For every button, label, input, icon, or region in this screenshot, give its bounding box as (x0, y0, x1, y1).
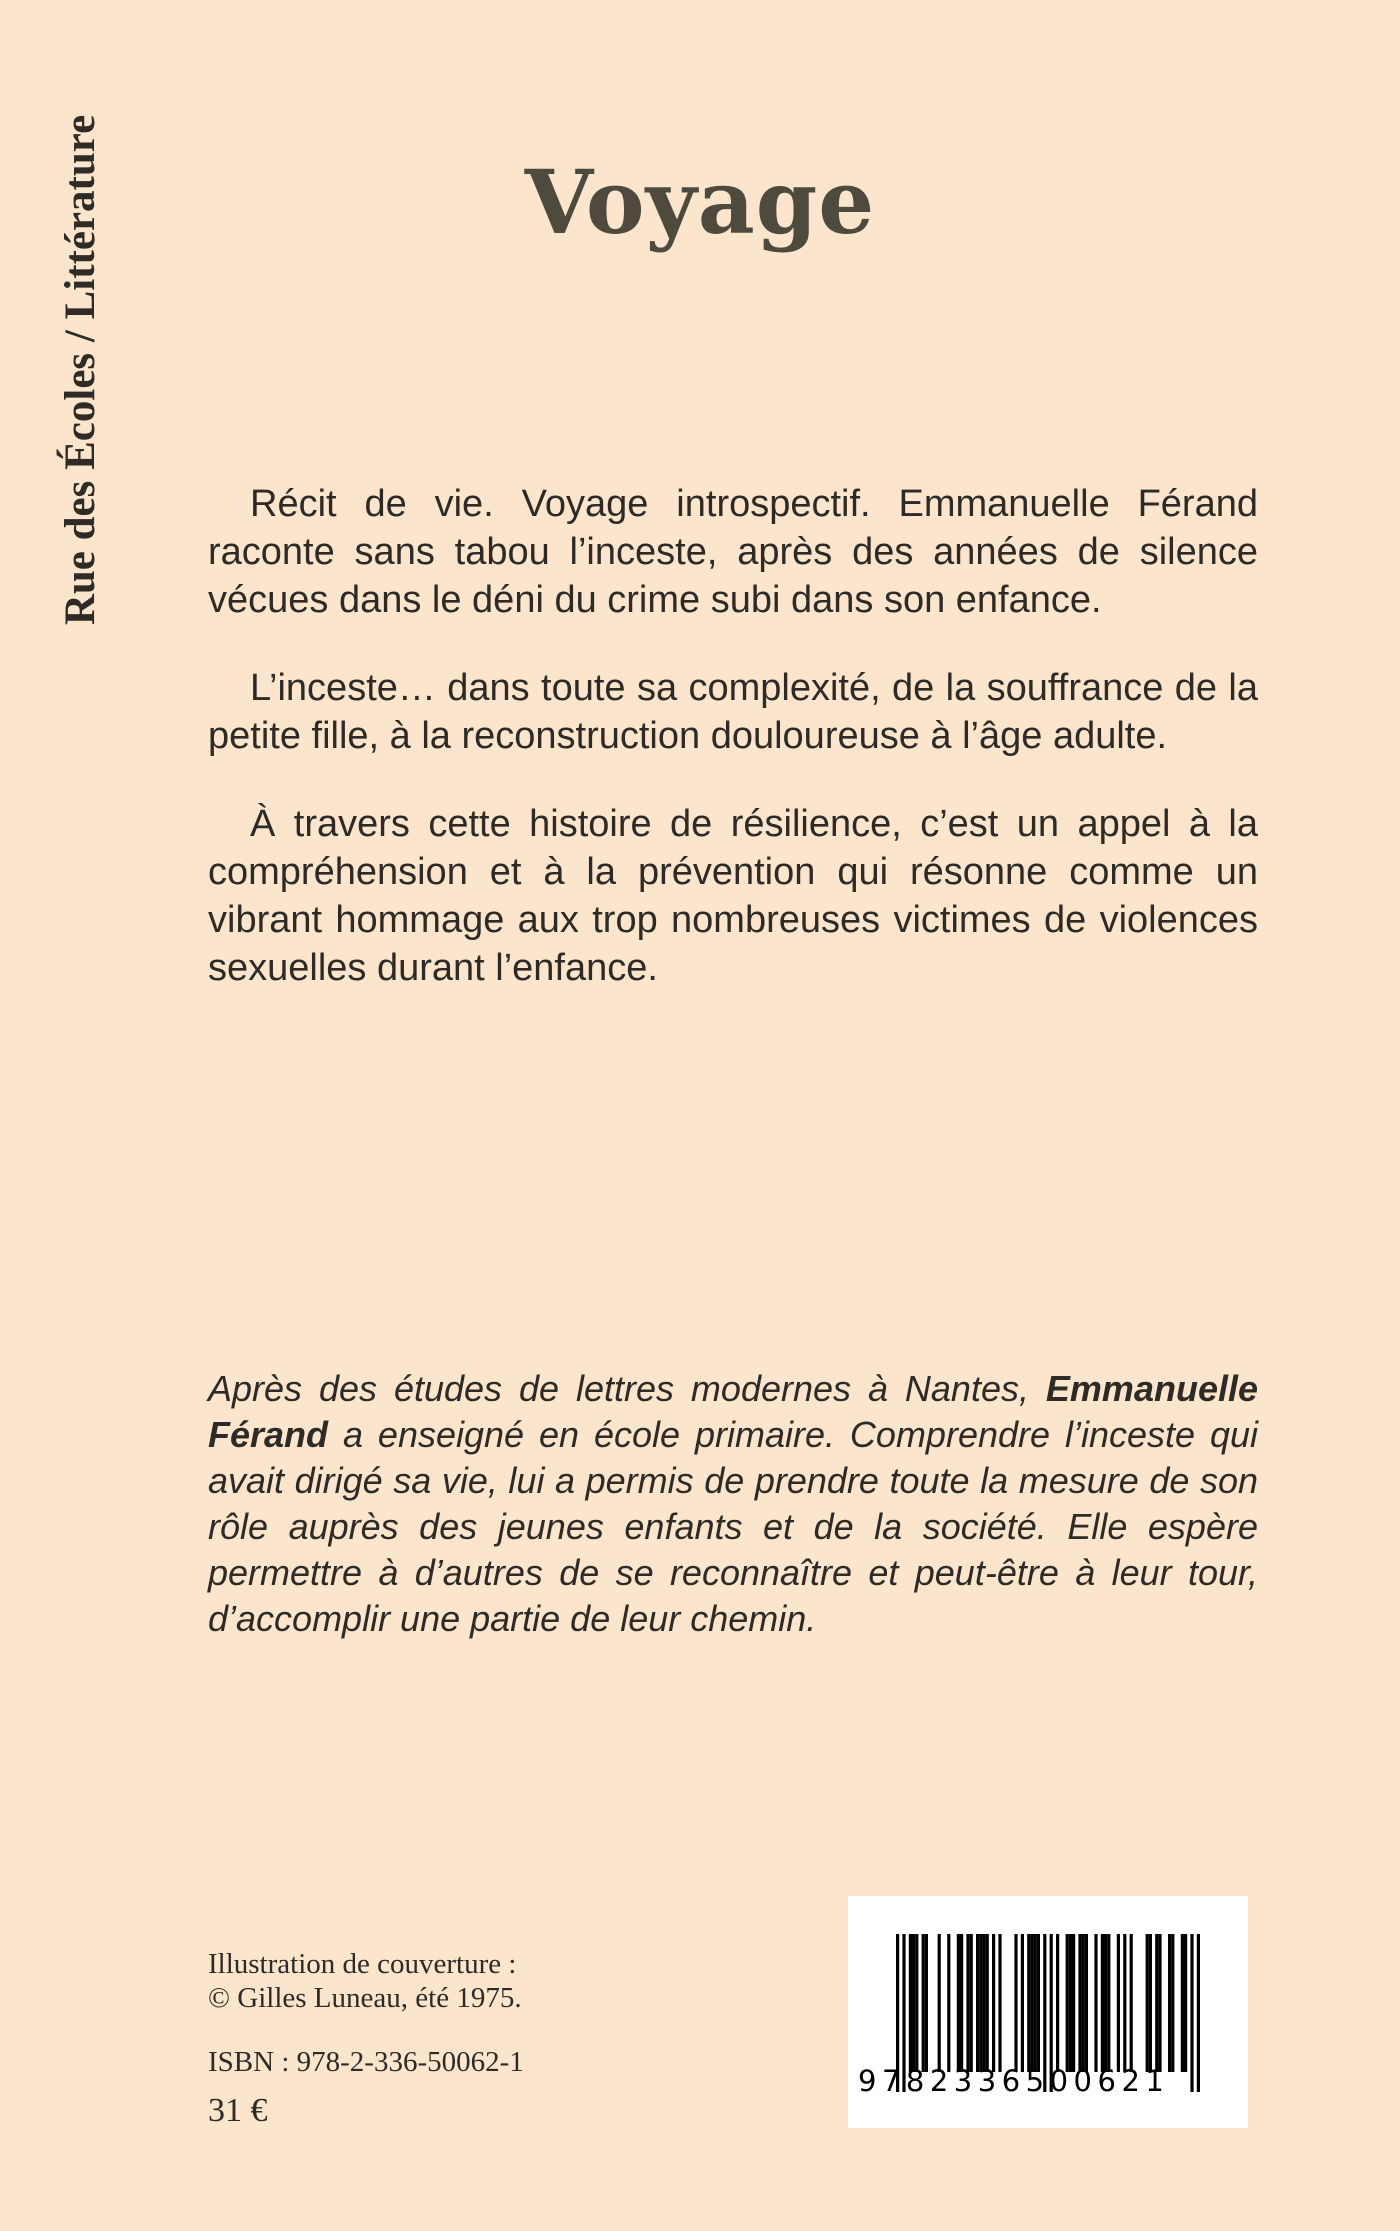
barcode-bar (1078, 1934, 1081, 2072)
barcode-bar (1117, 1934, 1120, 2072)
author-bio (208, 1366, 1258, 1642)
bio-intro: Après des études de lettres modernes à Nantes, (208, 1368, 1046, 1409)
price-text: 31 € (208, 2092, 268, 2129)
blurb-paragraph-3: À travers cette histoire de résilience, c’est un appel à la compréhension et à la prévention qui résonne comme un vibrant hommage aux trop nombreuses victimes de violences sexuelles durant l’enfance. (208, 803, 1258, 989)
barcode-bar (1085, 1934, 1088, 2072)
barcode-bar (1158, 1934, 1161, 2072)
barcode-bar (957, 1934, 960, 2072)
barcode-bar (992, 1934, 995, 2072)
barcode-bar (1021, 1934, 1024, 2072)
barcode-bar (979, 1934, 982, 2072)
barcode-bar (947, 1934, 950, 2072)
barcode-bar (1030, 1934, 1033, 2072)
credits-line-2: © Gilles Luneau, été 1975. (208, 1982, 522, 2014)
barcode-bar (909, 1934, 912, 2072)
isbn-text: ISBN : 978-2-336-50062-1 (208, 2046, 524, 2078)
barcode-bar (970, 1934, 973, 2072)
barcode-bar (1101, 1934, 1104, 2072)
barcode-bar (986, 1934, 989, 2072)
barcode-bar (960, 1934, 963, 2072)
barcode-bar (976, 1934, 979, 2072)
barcode-bar (1034, 1934, 1037, 2072)
barcode-bar (1014, 1934, 1017, 2072)
spine-label (32, 100, 128, 640)
barcode-bar (1072, 1934, 1075, 2072)
barcode-bar (1146, 1934, 1149, 2072)
barcode-bar (1181, 1934, 1184, 2072)
blurb-paragraph-1: Récit de vie. Voyage introspectif. Emmanuelle Férand raconte sans tabou l’inceste, après des années de silence vécues dans le déni du crime subi dans son enfance. (208, 483, 1258, 621)
barcode-bar (1130, 1934, 1133, 2072)
barcode-digits: 9782336500621 (858, 2064, 1170, 2098)
cover-credits (208, 1947, 628, 2015)
barcode-bar (1082, 1934, 1085, 2072)
barcode-bar (922, 1934, 925, 2072)
barcode-bar (1149, 1934, 1152, 2072)
blurb-paragraph-2: L’inceste… dans toute sa complexité, de la souffrance de la petite fille, à la reconstruction douloureuse à l’âge adulte. (208, 667, 1258, 757)
barcode-bar (1168, 1934, 1171, 2072)
barcode-bar (1094, 1934, 1097, 2072)
barcode-bar (1184, 1934, 1187, 2072)
barcode-bar (1066, 1934, 1069, 2072)
series-name: Rue des Écoles / Littérature (56, 114, 104, 626)
book-title: Voyage (524, 150, 876, 254)
barcode-bar (915, 1934, 918, 2072)
author-name: Emmanuelle Férand (208, 1368, 1258, 1455)
bio-rest: a enseigné en école primaire. Comprendre l’inceste qui avait dirigé sa vie, lui a permis de prendre toute la mesure de son rôle auprès des jeunes enfants et de la société. Elle espère permettre à d’autres de se reconnaître et peut-être à leur tour, d’accomplir une partie de leur chemin. (208, 1414, 1258, 1639)
barcode-bar (1056, 1934, 1059, 2072)
barcode-bar (925, 1934, 928, 2072)
barcode-bar (1027, 1934, 1030, 2072)
barcode-bar (1171, 1934, 1174, 2072)
barcode-bar (1107, 1934, 1110, 2072)
barcode-bar (1123, 1934, 1126, 2072)
barcode-bar (1069, 1934, 1072, 2072)
barcode-bar (912, 1934, 915, 2072)
barcode-bar (982, 1934, 985, 2072)
barcode-bar (966, 1934, 969, 2072)
barcode-bar (1104, 1934, 1107, 2072)
barcode-bar (1037, 1934, 1040, 2072)
credits-line-1: Illustration de couverture : (208, 1948, 517, 1980)
barcode (848, 1896, 1248, 2128)
barcode-bar (938, 1934, 941, 2072)
blurb (208, 480, 1258, 1032)
barcode-bar (998, 1934, 1001, 2072)
barcode-bar (1155, 1934, 1158, 2072)
